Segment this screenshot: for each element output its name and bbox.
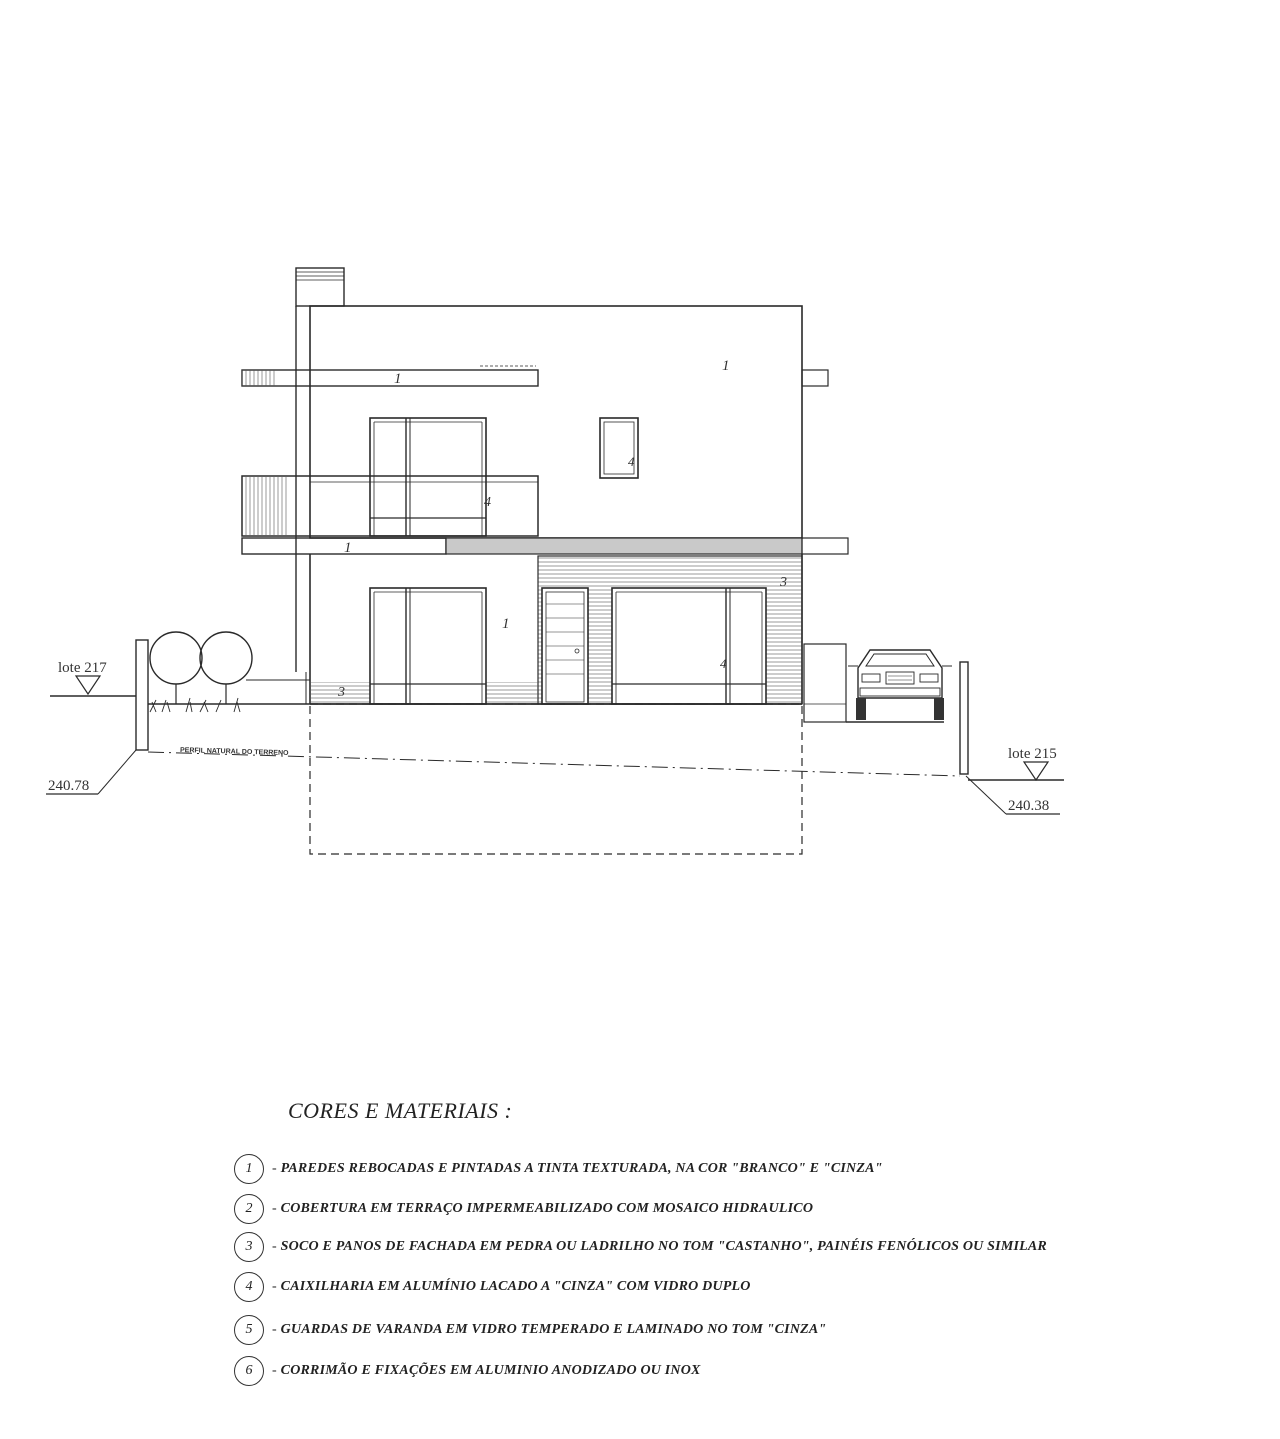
- natural-terrain-profile: [148, 747, 960, 776]
- legend-item: 5 - GUARDAS DE VARANDA EM VIDRO TEMPERADO E LAMINADO NO TOM "CINZA": [234, 1313, 826, 1347]
- entrance-door: [542, 588, 588, 704]
- legend-number: 4: [234, 1272, 264, 1302]
- level-marker-left: [46, 660, 136, 794]
- terrain-label: PERFIL NATURAL DO TERRENO: [179, 747, 289, 758]
- tag-upper-wall: 1: [722, 358, 730, 374]
- chimney: [296, 268, 344, 672]
- legend-text: SOCO E PANOS DE FACHADA EM PEDRA OU LADRILHO NO TOM "CASTANHO", PAINÉIS FENÓLICOS OU SIMILAR: [280, 1239, 1047, 1254]
- legend-text: GUARDAS DE VARANDA EM VIDRO TEMPERADO E LAMINADO NO TOM "CINZA": [280, 1322, 827, 1337]
- legend-item: 2 - COBERTURA EM TERRAÇO IMPERMEABILIZADO COM MOSAICO HIDRAULICO: [234, 1192, 813, 1226]
- legend-item: 6 - CORRIMÃO E FIXAÇÕES EM ALUMINIO ANODIZADO OU INOX: [234, 1354, 701, 1388]
- lot-right-label: lote 215: [1008, 746, 1057, 762]
- legend-number: 5: [234, 1315, 264, 1345]
- foundation-outline: [310, 704, 802, 854]
- ground-left-window: [370, 588, 486, 704]
- legend-number: 1: [234, 1154, 264, 1184]
- roof-ledge-right: [802, 370, 828, 386]
- elevation-right: 240.38: [1008, 798, 1050, 814]
- roof-slab: [242, 366, 538, 386]
- tag-roof-slab: 1: [394, 371, 402, 387]
- tag-balcony-glass: 4: [484, 495, 491, 510]
- car: [848, 650, 952, 720]
- legend-text: CORRIMÃO E FIXAÇÕES EM ALUMINIO ANODIZADO OU INOX: [280, 1363, 701, 1378]
- legend-number: 3: [234, 1232, 264, 1262]
- lot-left-label: lote 217: [58, 660, 107, 676]
- legend-text: COBERTURA EM TERRAÇO IMPERMEABILIZADO COM MOSAICO HIDRAULICO: [280, 1201, 814, 1216]
- tag-cladding: 3: [780, 575, 787, 590]
- side-wall-right: [804, 644, 846, 722]
- tag-mid-slab: 1: [344, 540, 352, 556]
- legend-number: 2: [234, 1194, 264, 1224]
- balcony-guard: [242, 476, 538, 536]
- boundary-wall-left: [136, 640, 148, 750]
- elevation-left: 240.78: [48, 778, 90, 794]
- trees: [150, 632, 252, 712]
- legend-number: 6: [234, 1356, 264, 1386]
- boundary-wall-right: [960, 662, 968, 774]
- tag-plinth: 3: [338, 685, 345, 700]
- mid-slab: [242, 538, 848, 554]
- legend-item: 4 - CAIXILHARIA EM ALUMÍNIO LACADO A "CINZA" COM VIDRO DUPLO: [234, 1270, 751, 1304]
- garage-window: [612, 588, 766, 704]
- legend-title: CORES E MATERIAIS :: [288, 1098, 513, 1123]
- upper-small-window: [600, 418, 638, 478]
- legend-text: PAREDES REBOCADAS E PINTADAS A TINTA TEXTURADA, NA COR "BRANCO" E "CINZA": [280, 1161, 883, 1176]
- legend-item: 1 - PAREDES REBOCADAS E PINTADAS A TINTA TEXTURADA, NA COR "BRANCO" E "CINZA": [234, 1152, 883, 1186]
- tag-ground-wall: 1: [502, 616, 510, 632]
- tag-upper-window: 4: [628, 454, 635, 469]
- legend-text: CAIXILHARIA EM ALUMÍNIO LACADO A "CINZA" COM VIDRO DUPLO: [280, 1279, 751, 1294]
- tag-garage-window: 4: [720, 656, 727, 671]
- legend-item: 3 - SOCO E PANOS DE FACHADA EM PEDRA OU LADRILHO NO TOM "CASTANHO", PAINÉIS FENÓLICOS OU SIMILAR: [234, 1230, 1047, 1264]
